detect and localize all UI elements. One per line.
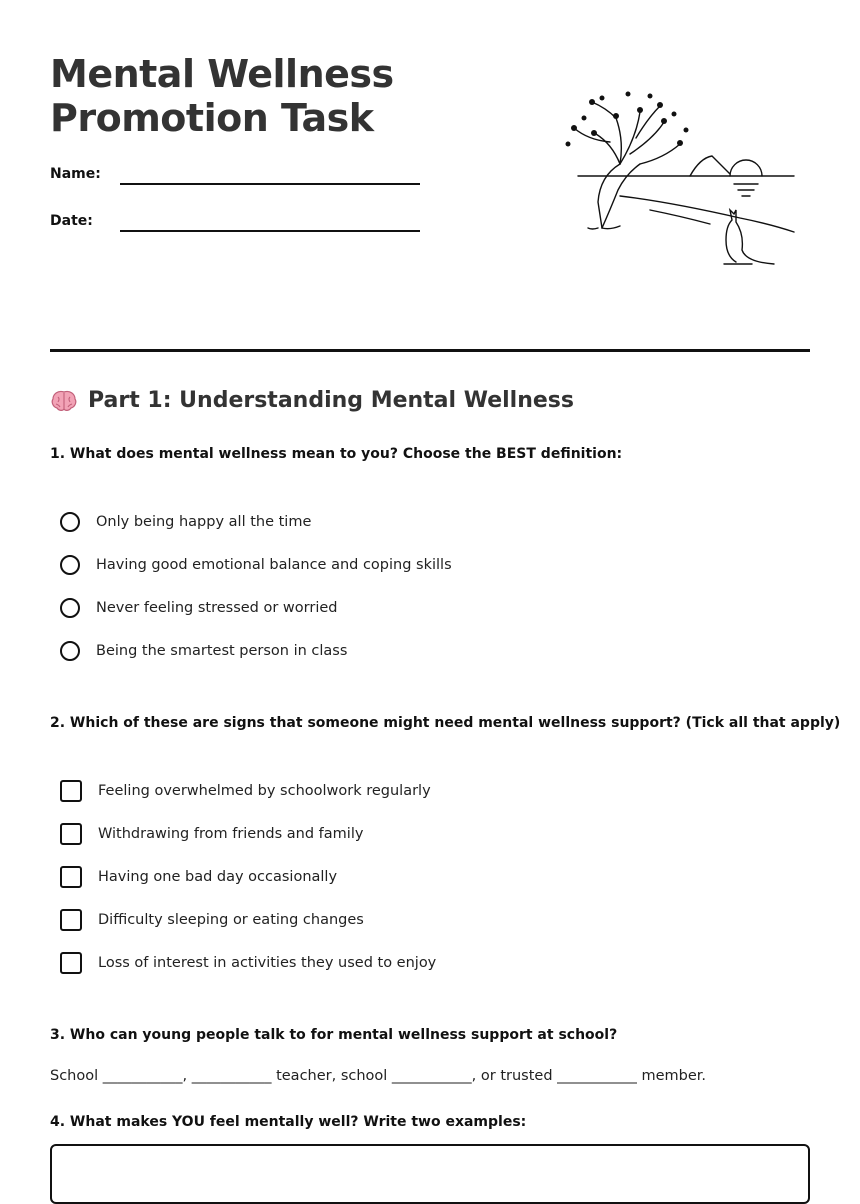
q1-option[interactable] bbox=[60, 509, 311, 535]
option-label: Only being happy all the time bbox=[96, 514, 312, 530]
checkbox[interactable] bbox=[60, 952, 82, 974]
question-4: 4. What makes YOU feel mentally well? Write two examples: bbox=[50, 1114, 527, 1130]
date-field[interactable] bbox=[50, 213, 422, 237]
brain-icon bbox=[50, 389, 78, 413]
checkbox[interactable] bbox=[60, 909, 82, 931]
checkbox[interactable] bbox=[60, 823, 82, 845]
q2-option[interactable] bbox=[60, 864, 337, 890]
name-field[interactable] bbox=[50, 166, 422, 190]
header-divider bbox=[50, 349, 810, 352]
part1-heading bbox=[50, 388, 574, 413]
name-label: Name: bbox=[50, 166, 101, 182]
tree-kangaroo-sunset-illustration bbox=[540, 78, 802, 270]
option-label: Feeling overwhelmed by schoolwork regularly bbox=[98, 783, 431, 799]
q1-option[interactable] bbox=[60, 552, 452, 578]
checkbox[interactable] bbox=[60, 866, 82, 888]
option-label: Never feeling stressed or worried bbox=[96, 600, 338, 616]
radio-button[interactable] bbox=[60, 512, 80, 532]
option-label: Having one bad day occasionally bbox=[98, 869, 338, 885]
question-3: 3. Who can young people talk to for mental wellness support at school? bbox=[50, 1027, 618, 1043]
q2-option[interactable] bbox=[60, 778, 431, 804]
page-title bbox=[50, 52, 394, 140]
radio-button[interactable] bbox=[60, 641, 80, 661]
date-line[interactable] bbox=[120, 230, 420, 232]
q2-option[interactable] bbox=[60, 907, 364, 933]
checkbox[interactable] bbox=[60, 780, 82, 802]
option-label: Difficulty sleeping or eating changes bbox=[98, 912, 364, 928]
fill-in-blank-sentence[interactable]: School ___________, ___________ teacher, school ___________, or trusted ___________ member. bbox=[50, 1068, 707, 1084]
q2-option[interactable] bbox=[60, 821, 363, 847]
option-label: Loss of interest in activities they used to enjoy bbox=[98, 955, 437, 971]
title-line-1: Mental Wellness bbox=[50, 52, 394, 96]
q2-option[interactable] bbox=[60, 950, 436, 976]
radio-button[interactable] bbox=[60, 598, 80, 618]
date-label: Date: bbox=[50, 213, 93, 229]
question-2: 2. Which of these are signs that someone might need mental wellness support? (Tick all that apply) bbox=[50, 715, 841, 731]
answer-box[interactable] bbox=[50, 1144, 810, 1204]
name-line[interactable] bbox=[120, 183, 420, 185]
option-label: Having good emotional balance and coping skills bbox=[96, 557, 452, 573]
radio-button[interactable] bbox=[60, 555, 80, 575]
q1-option[interactable] bbox=[60, 595, 338, 621]
option-label: Being the smartest person in class bbox=[96, 643, 348, 659]
option-label: Withdrawing from friends and family bbox=[98, 826, 364, 842]
title-line-2: Promotion Task bbox=[50, 96, 374, 140]
part1-title: Part 1: Understanding Mental Wellness bbox=[88, 388, 574, 413]
q1-option[interactable] bbox=[60, 638, 347, 664]
question-1: 1. What does mental wellness mean to you? Choose the BEST definition: bbox=[50, 446, 623, 462]
